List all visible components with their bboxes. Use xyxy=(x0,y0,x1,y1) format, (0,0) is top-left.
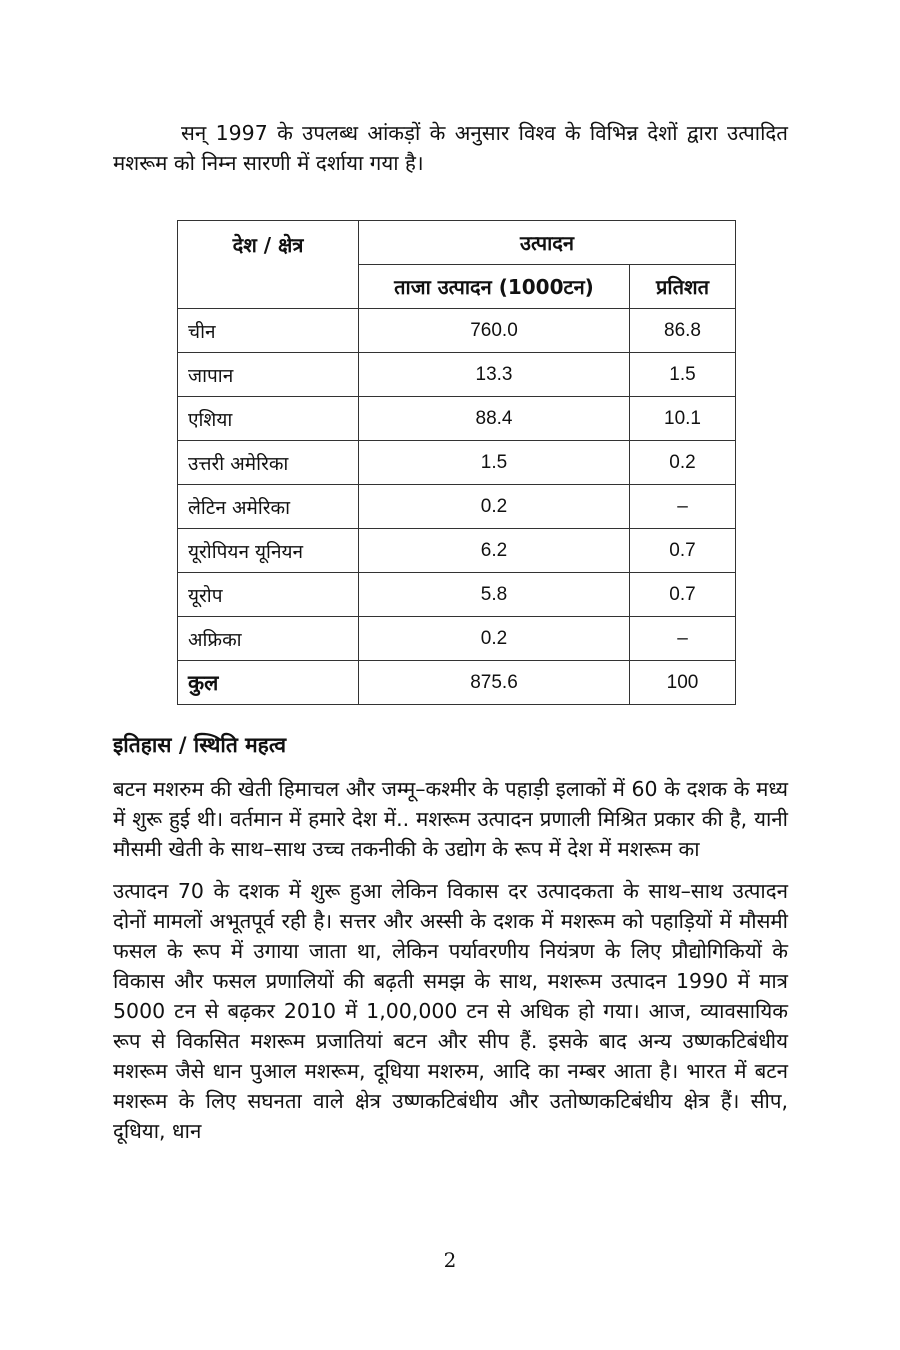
cell-production: 88.4 xyxy=(359,397,630,441)
history-section xyxy=(113,730,788,1146)
page-number: 2 xyxy=(443,1248,457,1272)
cell-production: 6.2 xyxy=(359,529,630,573)
cell-production: 760.0 xyxy=(359,309,630,353)
document-page xyxy=(113,118,788,1143)
section-heading: इतिहास / स्थिति महत्व xyxy=(113,733,287,757)
cell-production: 1.5 xyxy=(359,441,630,485)
table-row xyxy=(178,441,736,485)
cell-percent: – xyxy=(630,485,736,529)
cell-country: चीन xyxy=(178,309,359,353)
cell-percent: 86.8 xyxy=(630,309,736,353)
production-table xyxy=(177,220,736,705)
cell-production: 5.8 xyxy=(359,573,630,617)
table-header-row xyxy=(178,221,736,265)
cell-percent: 0.7 xyxy=(630,529,736,573)
history-paragraph-2: उत्पादन 70 के दशक में शुरू हुआ लेकिन विकास दर उत्पादकता के साथ–साथ उत्पादन दोनों मामलों अभूतपूर्व रही है। सत्तर और अस्सी के दशक में मशरूम को पहाड़ियों में मौसमी फसल के रूप में उगाया जाता था, लेकिन पर्यावरणीय नियंत्रण के लिए प्रौद्योगिकियों के विकास और फसल प्रणालियों की बढ़ती समझ के साथ, मशरूम उत्पादन 1990 में मात्र 5000 टन से बढ़कर 2010 में 1,00,000 टन से अधिक हो गया। आज, व्यावसायिक रूप से विकसित मशरूम प्रजातियां बटन और सीप हैं. इसके बाद अन्य उष्णकटिबंधीय मशरूम जैसे धान पुआल मशरूम, दूधिया मशरुम, आदि का नम्बर आता है। भारत में बटन मशरूम के लिए सघनता वाले क्षेत्र उष्णकटिबंधीय और उतोष्णकटिबंधीय क्षेत्र हैं। सीप, दूधिया, धान xyxy=(113,879,788,1143)
cell-production: 0.2 xyxy=(359,617,630,661)
table-row xyxy=(178,353,736,397)
cell-country: यूरोप xyxy=(178,573,359,617)
cell-percent: 10.1 xyxy=(630,397,736,441)
cell-country: जापान xyxy=(178,353,359,397)
cell-country: उत्तरी अमेरिका xyxy=(178,441,359,485)
cell-percent: 0.2 xyxy=(630,441,736,485)
table-row xyxy=(178,529,736,573)
intro-paragraph: सन् 1997 के उपलब्ध आंकड़ों के अनुसार विश्व के विभिन्न देशों द्वारा उत्पादित मशरूम को निम्न सारणी में दर्शाया गया है। xyxy=(113,121,788,175)
header-percent: प्रतिशत xyxy=(630,265,736,309)
table-row xyxy=(178,485,736,529)
cell-country: एशिया xyxy=(178,397,359,441)
cell-total-production: 875.6 xyxy=(359,661,630,705)
header-country: देश / क्षेत्र xyxy=(178,221,359,309)
table-row xyxy=(178,617,736,661)
header-fresh-production: ताजा उत्पादन (1000टन) xyxy=(359,265,630,309)
table-row xyxy=(178,573,736,617)
cell-country: अफ्रिका xyxy=(178,617,359,661)
table-row xyxy=(178,397,736,441)
history-paragraph-1: बटन मशरुम की खेती हिमाचल और जम्मू–कश्मीर के पहाड़ी इलाकों में 60 के दशक के मध्य में शुरू हुई थी। वर्तमान में हमारे देश में.. मशरूम उत्पादन प्रणाली मिश्रित प्रकार की है, यानी मौसमी खेती के साथ–साथ उच्च तकनीकी के उद्योग के रूप में देश में मशरूम का xyxy=(113,777,788,861)
header-production-group: उत्पादन xyxy=(359,221,736,265)
cell-percent: – xyxy=(630,617,736,661)
table-total-row xyxy=(178,661,736,705)
cell-total-percent: 100 xyxy=(630,661,736,705)
cell-country: लेटिन अमेरिका xyxy=(178,485,359,529)
cell-production: 0.2 xyxy=(359,485,630,529)
cell-percent: 0.7 xyxy=(630,573,736,617)
cell-total-label: कुल xyxy=(178,661,359,705)
cell-production: 13.3 xyxy=(359,353,630,397)
table-row xyxy=(178,309,736,353)
cell-country: यूरोपियन यूनियन xyxy=(178,529,359,573)
cell-percent: 1.5 xyxy=(630,353,736,397)
